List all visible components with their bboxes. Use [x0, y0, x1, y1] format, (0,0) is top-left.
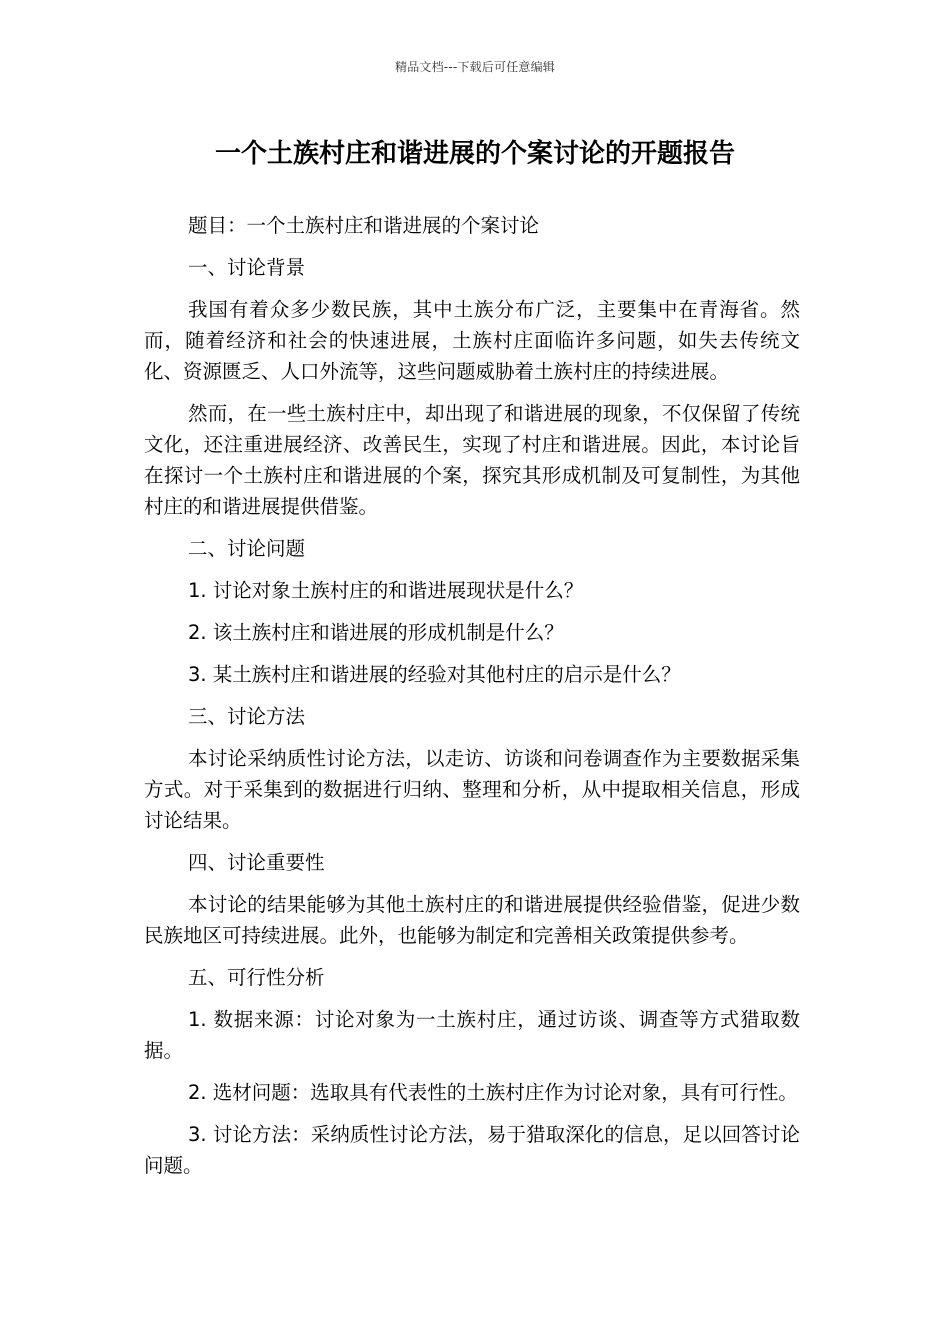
document-title: 一个土族村庄和谐进展的个案讨论的开题报告: [214, 139, 735, 169]
background-paragraph-1: 我国有着众多少数民族，其中土族分布广泛，主要集中在青海省。然而，随着经济和社会的快速进展，土族村庄面临许多问题，如失去传统文化、资源匮乏、人口外流等，这些问题威胁着土族村庄的持续进展。: [144, 298, 800, 383]
topic-line: 题目：一个土族村庄和谐进展的个案讨论: [188, 214, 540, 237]
question-item-2: 2. 该土族村庄和谐进展的形成机制是什么？: [188, 621, 564, 644]
section-heading-methods: 三、讨论方法: [188, 705, 306, 728]
section-heading-feasibility: 五、可行性分析: [188, 966, 325, 989]
background-paragraph-2: 然而，在一些土族村庄中，却出现了和谐进展的现象，不仅保留了传统文化，还注重进展经济、改善民生，实现了村庄和谐进展。因此，本讨论旨在探讨一个土族村庄和谐进展的个案，探究其形成机制及可复制性，为其他村庄的和谐进展提供借鉴。: [144, 402, 800, 518]
question-item-1: 1. 讨论对象土族村庄的和谐进展现状是什么？: [188, 579, 584, 602]
feasibility-item-3: 3. 讨论方法：采纳质性讨论方法，易于猎取深化的信息，足以回答讨论问题。: [144, 1123, 800, 1177]
question-item-3: 3. 某土族村庄和谐进展的经验对其他村庄的启示是什么？: [188, 663, 681, 686]
document-body: [144, 210, 800, 1192]
methods-paragraph: 本讨论采纳质性讨论方法，以走访、访谈和问卷调查作为主要数据采集方式。对于采集到的数据进行归纳、整理和分析，从中提取相关信息，形成讨论结果。: [144, 747, 800, 832]
feasibility-item-1: 1. 数据来源：讨论对象为一土族村庄，通过访谈、调查等方式猎取数据。: [144, 1008, 800, 1062]
section-heading-background: 一、讨论背景: [188, 256, 306, 279]
feasibility-item-2: 2. 选材问题：选取具有代表性的土族村庄作为讨论对象，具有可行性。: [188, 1081, 798, 1104]
significance-paragraph: 本讨论的结果能够为其他土族村庄的和谐进展提供经验借鉴，促进少数民族地区可持续进展。此外，也能够为制定和完善相关政策提供参考。: [144, 893, 800, 947]
header-note: 精品文档---下载后可任意编辑: [395, 60, 555, 74]
section-heading-significance: 四、讨论重要性: [188, 851, 325, 874]
section-heading-questions: 二、讨论问题: [188, 537, 306, 560]
